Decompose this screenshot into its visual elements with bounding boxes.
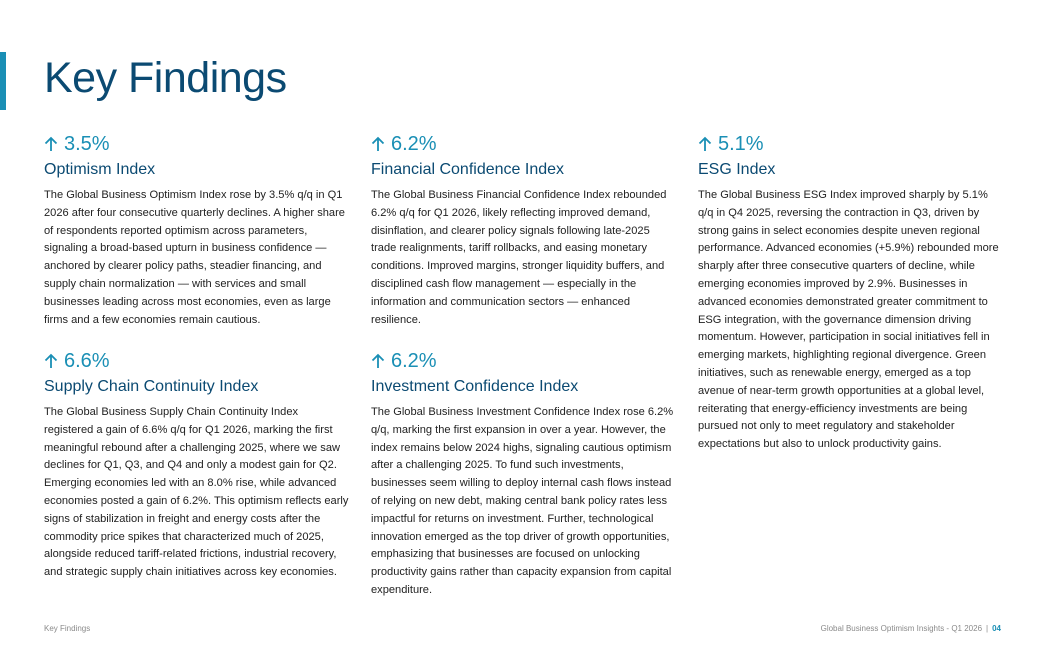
- metric-value: 5.1%: [718, 133, 764, 155]
- footer-section-label: Key Findings: [44, 624, 91, 633]
- metric-value: 6.2%: [391, 133, 437, 155]
- investment-confidence-index-card: [371, 349, 677, 600]
- metric-row: [371, 132, 677, 156]
- index-description: The Global Business Financial Confidence Index rebounded 6.2% q/q for Q1 2026, likely reflecting improved demand, disinflation, and clearer policy signals following late-2025 trade realignments, tariff rollbacks, and easing monetary conditions. Improved margins, stronger liquidity buffers, and disciplined cash flow management — especially in the information and communication sectors — enhanced resilience.: [371, 189, 667, 326]
- up-arrow-icon: [371, 136, 385, 152]
- index-description: The Global Business ESG Index improved sharply by 5.1% q/q in Q4 2025, reversing the contraction in Q3, driven by strong gains in select economies despite uneven regional performance. Advanced economies (+5.9%) rebounded more sharply after three consecutive quarters of decline, while emerging economies improved by 2.9%. Businesses in advanced economies demonstrated greater commitment to ESG integration, with the governance dimension driving momentum. However, participation in social initiatives fell in emerging markets, highlighting regional divergence. Green initiatives, such as renewable energy, emerged as a top avenue of near-term growth opportunities at a global level, reiterating that energy-efficiency investments are being pursued not only to meet regulatory and stakeholder expectations but also to unlock productivity gains.: [698, 189, 999, 451]
- index-description: The Global Business Optimism Index rose by 3.5% q/q in Q1 2026 after four consecutive quarterly declines. A higher share of respondents reported optimism across parameters, signaling a broad-based upturn in business confidence — anchored by clearer policy paths, steadier financing, and supply chain normalization — with services and small businesses leading across most economies, even as large firms and a few economies remain cautious.: [44, 189, 345, 326]
- metric-value: 3.5%: [64, 133, 110, 155]
- metric-row: [44, 132, 350, 156]
- metric-value: 6.6%: [64, 350, 110, 372]
- up-arrow-icon: [44, 136, 58, 152]
- supply-chain-continuity-index-card: [44, 349, 350, 582]
- financial-confidence-index-card: [371, 132, 677, 329]
- footer-report-info: [821, 624, 1001, 633]
- esg-index-card: [698, 132, 1000, 454]
- up-arrow-icon: [371, 353, 385, 369]
- accent-bar: [0, 52, 6, 110]
- index-name: ESG Index: [698, 161, 776, 178]
- index-name: Supply Chain Continuity Index: [44, 378, 259, 395]
- index-name: Optimism Index: [44, 161, 156, 178]
- metric-row: [371, 349, 677, 373]
- index-name: Investment Confidence Index: [371, 378, 579, 395]
- metric-row: [698, 132, 1000, 156]
- up-arrow-icon: [44, 353, 58, 369]
- index-description: The Global Business Investment Confidence Index rose 6.2% q/q, marking the first expansion in over a year. However, the index remains below 2024 highs, signaling cautious optimism after a challenging 2025. To fund such investments, businesses seem willing to deploy internal cash flows instead of relying on new debt, making central bank policy rates less impactful for returns on investment. Further, technological innovation emerged as the top driver of growth opportunities, emphasizing that businesses are focused on unlocking productivity gains rather than capacity expansion from capital expenditure.: [371, 406, 674, 596]
- metric-value: 6.2%: [391, 350, 437, 372]
- footer-report-title: Global Business Optimism Insights - Q1 2026: [820, 624, 983, 633]
- metric-row: [44, 349, 350, 373]
- page-number: 04: [992, 624, 1001, 633]
- index-description: The Global Business Supply Chain Continuity Index registered a gain of 6.6% q/q for Q1 2026, marking the first meaningful rebound after a challenging 2025, where we saw declines for Q1, Q3, and Q4 and only a modest gain for Q2. Emerging economies led with an 8.0% rise, while advanced economies posted a gain of 6.2%. This optimism reflects early signs of stabilization in freight and energy costs after the commodity price spikes that characterized much of 2025, alongside reduced tariff-related frictions, industrial recovery, and strategic supply chain initiatives across key economies.: [44, 406, 349, 579]
- optimism-index-card: [44, 132, 350, 329]
- up-arrow-icon: [698, 136, 712, 152]
- index-name: Financial Confidence Index: [371, 161, 565, 178]
- page-title: Key Findings: [44, 54, 287, 102]
- footer-separator: |: [986, 624, 989, 633]
